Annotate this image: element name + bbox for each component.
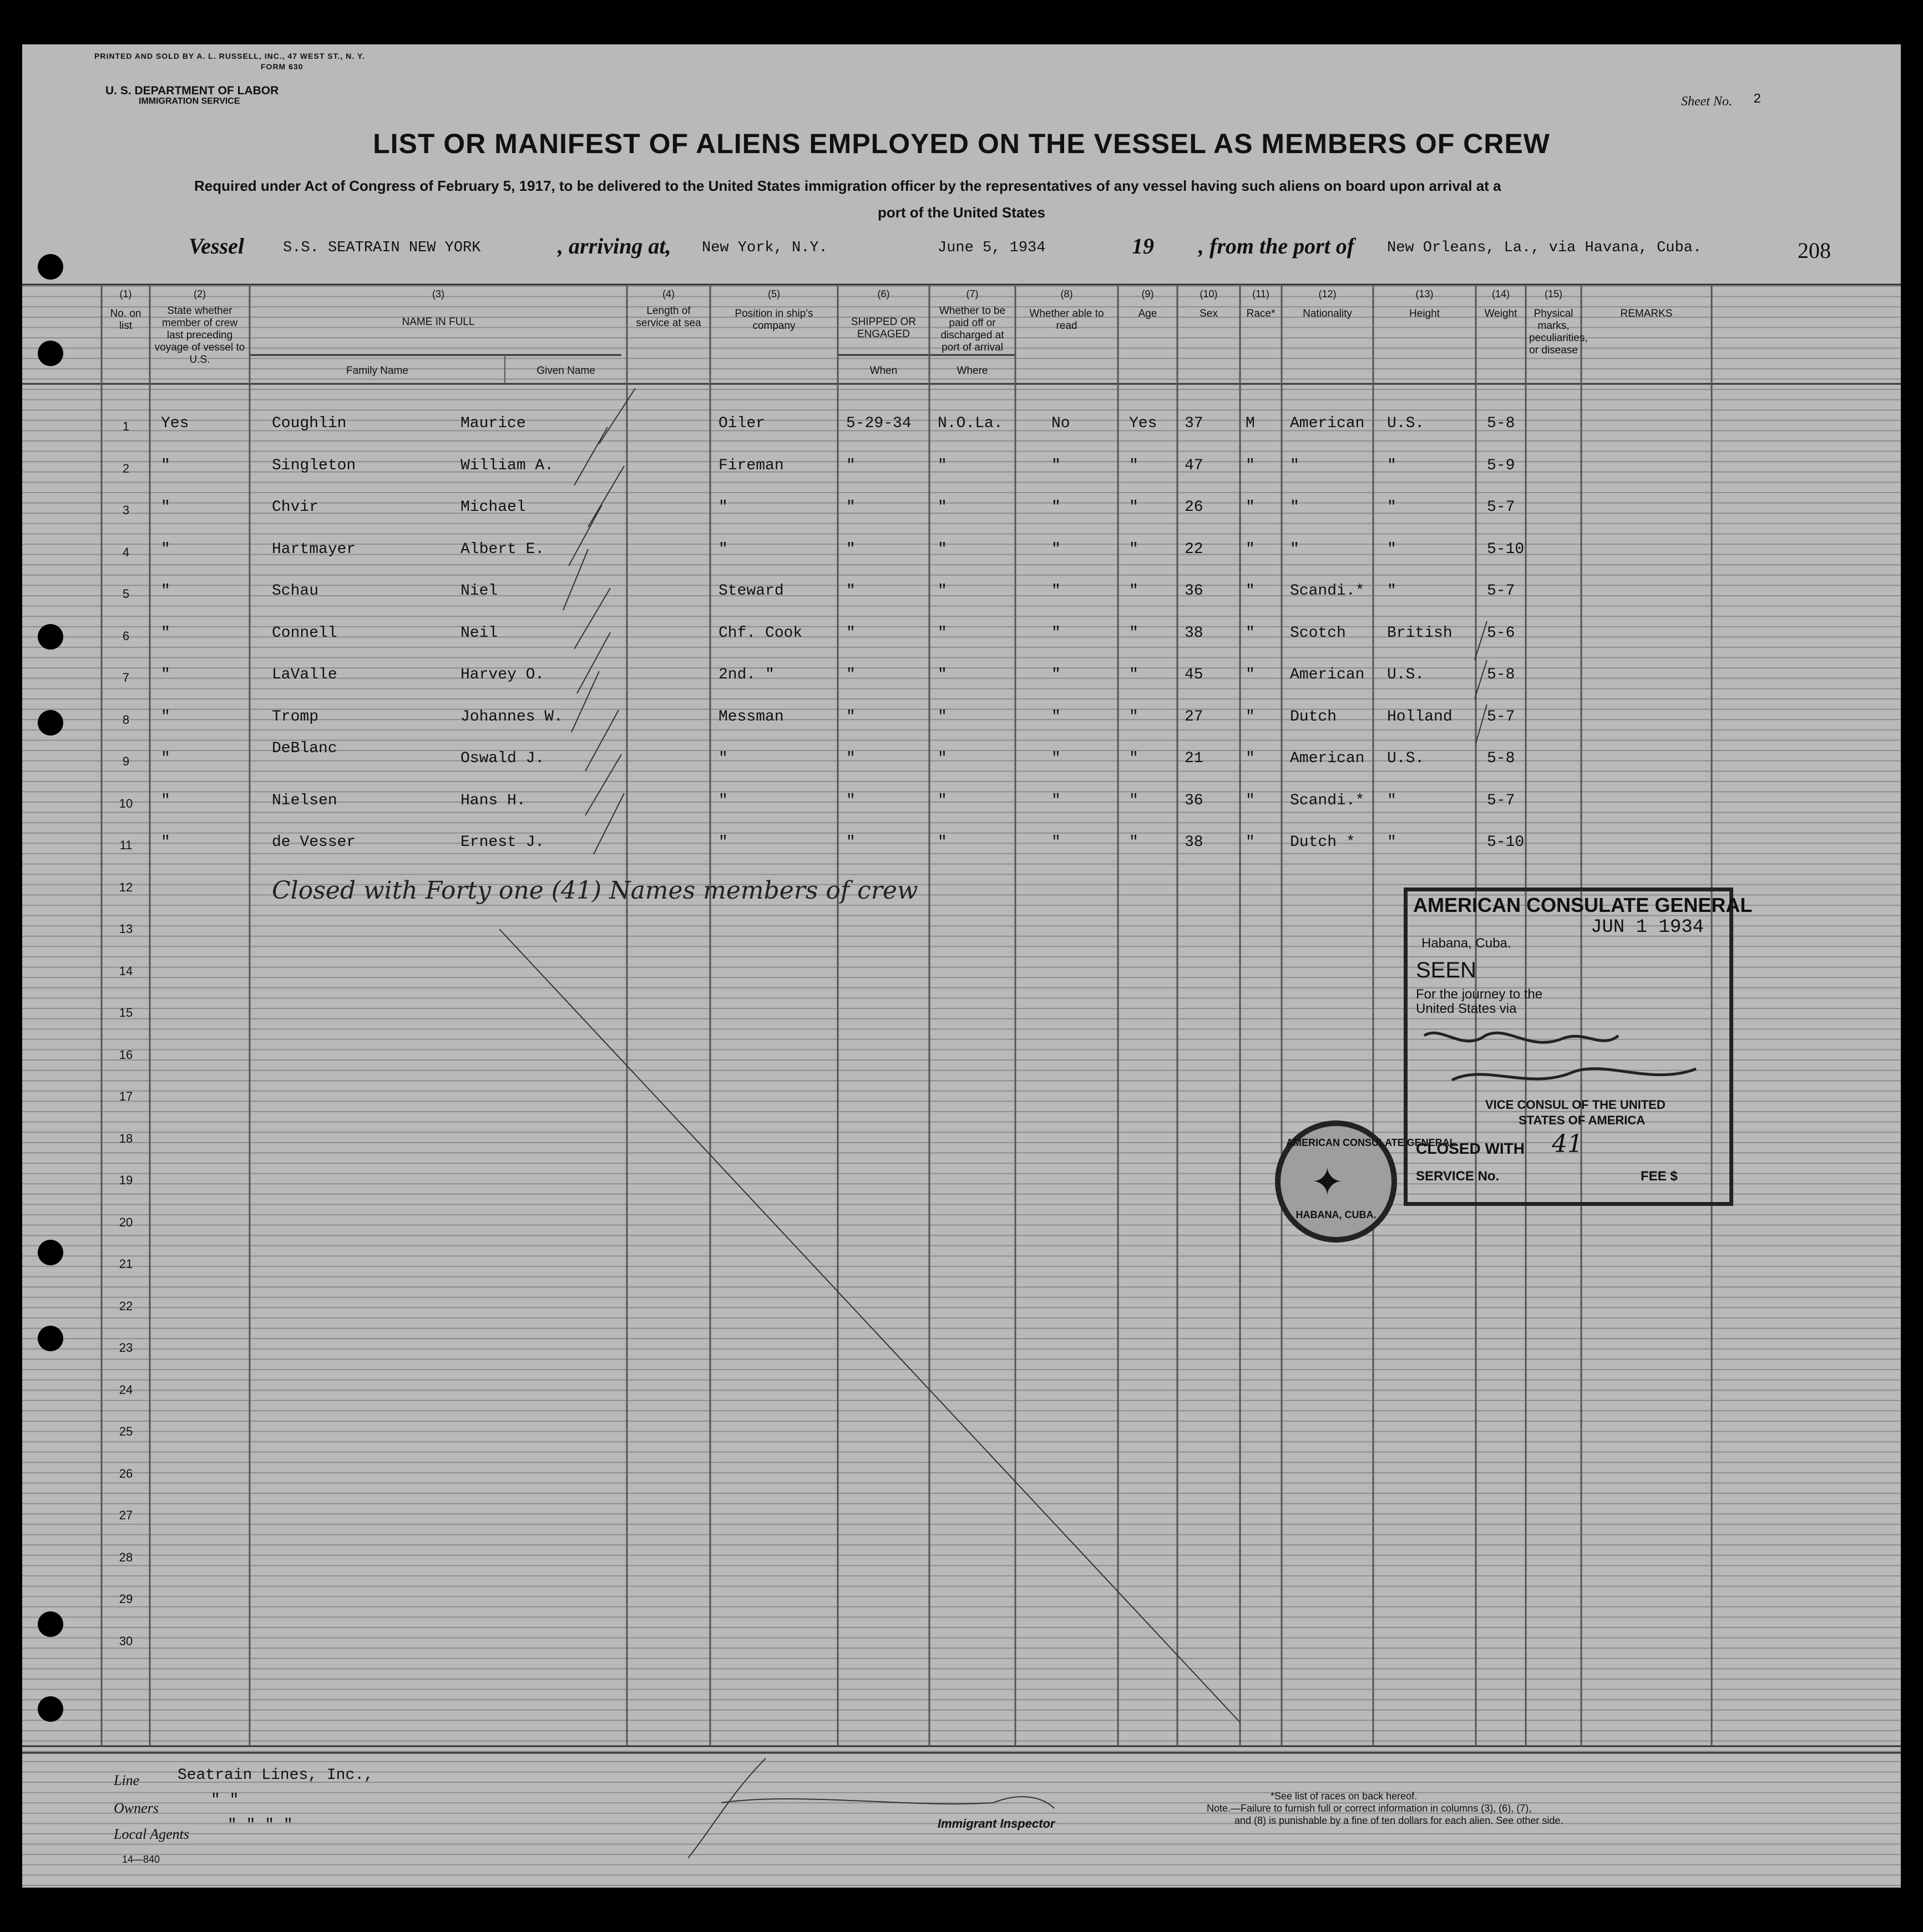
binder-hole bbox=[38, 624, 63, 650]
prev-voyage-cell: " bbox=[161, 666, 170, 683]
family-name-cell: Nielsen bbox=[272, 792, 337, 809]
row-number: 17 bbox=[119, 1089, 133, 1103]
stamp-vice-consul-2: STATES OF AMERICA bbox=[1519, 1113, 1646, 1127]
race-cell: American bbox=[1290, 415, 1365, 432]
year-label: 19 bbox=[1132, 234, 1154, 258]
height-cell: 5-6 bbox=[1487, 624, 1515, 642]
row-number: 26 bbox=[119, 1466, 133, 1480]
position-cell: " bbox=[718, 792, 728, 809]
age-cell: 27 bbox=[1185, 708, 1203, 726]
column-label: Whether to be paid off or discharged at port of arrival bbox=[939, 305, 1006, 353]
shipped-where-cell: " bbox=[938, 708, 947, 726]
able-to-read-cell: " bbox=[1129, 834, 1138, 851]
sex-cell: " bbox=[1246, 792, 1255, 809]
prev-voyage-cell: " bbox=[161, 582, 170, 600]
height-cell: 5-8 bbox=[1487, 666, 1515, 683]
column-label: Age bbox=[1138, 308, 1157, 320]
paid-off-cell: " bbox=[1051, 457, 1061, 474]
given-name-cell: Johannes W. bbox=[460, 708, 563, 726]
line-value: Seatrain Lines, Inc., bbox=[178, 1767, 373, 1784]
row-number: 21 bbox=[119, 1257, 133, 1271]
document-title: LIST OR MANIFEST OF ALIENS EMPLOYED ON THE VESSEL AS MEMBERS OF CREW bbox=[373, 128, 1550, 159]
age-cell: 36 bbox=[1185, 582, 1203, 600]
race-cell: Scotch bbox=[1290, 624, 1346, 642]
prev-voyage-cell: " bbox=[161, 834, 170, 851]
nationality-cell: U.S. bbox=[1387, 666, 1425, 683]
stamp-vice-consul-1: VICE CONSUL OF THE UNITED bbox=[1485, 1098, 1666, 1112]
prev-voyage-cell: " bbox=[161, 792, 170, 809]
shipped-when-cell: " bbox=[846, 582, 856, 600]
family-name-cell: Connell bbox=[272, 624, 337, 642]
row-number: 8 bbox=[122, 712, 130, 727]
row-number: 25 bbox=[119, 1424, 133, 1438]
shipped-when-cell: " bbox=[846, 708, 856, 726]
row-number: 23 bbox=[119, 1341, 133, 1355]
age-cell: 21 bbox=[1185, 750, 1203, 767]
handwritten-closing-note: Closed with Forty one (41) Names members of crew bbox=[272, 876, 918, 905]
sex-cell: " bbox=[1246, 666, 1255, 683]
row-number: 13 bbox=[119, 922, 133, 936]
race-cell: " bbox=[1290, 457, 1299, 474]
shipped-where-cell: " bbox=[938, 582, 947, 600]
shipped-when-cell: " bbox=[846, 792, 856, 809]
consul-signature bbox=[1419, 1019, 1707, 1102]
printer-imprint: PRINTED AND SOLD BY A. L. RUSSELL, INC., 47 WEST ST., N. Y. FORM 630 bbox=[94, 52, 365, 71]
stamp-journey-2: United States via bbox=[1416, 1001, 1517, 1016]
age-cell: 26 bbox=[1185, 499, 1203, 516]
row-number: 5 bbox=[122, 587, 130, 601]
stamped-number: 208 bbox=[1798, 238, 1831, 263]
column-sublabel: Where bbox=[957, 365, 988, 377]
paid-off-cell: " bbox=[1051, 750, 1061, 767]
vessel-name: S.S. SEATRAIN NEW YORK bbox=[283, 240, 481, 256]
stamp-service-no: SERVICE No. bbox=[1416, 1169, 1500, 1184]
nationality-cell: British bbox=[1387, 624, 1453, 642]
column-number: (14) bbox=[1491, 288, 1510, 300]
shipped-where-cell: N.O.La. bbox=[938, 415, 1003, 432]
shipped-when-cell: " bbox=[846, 499, 856, 516]
binder-hole bbox=[38, 710, 63, 736]
prev-voyage-cell: " bbox=[161, 499, 170, 516]
position-cell: Oiler bbox=[718, 415, 766, 432]
paid-off-cell: " bbox=[1051, 708, 1061, 726]
position-cell: Chf. Cook bbox=[718, 624, 803, 642]
manifest-page bbox=[22, 44, 1901, 1888]
column-label: SHIPPED OR ENGAGED bbox=[851, 316, 917, 340]
given-name-cell: Albert E. bbox=[460, 540, 545, 558]
binder-hole bbox=[38, 1240, 63, 1265]
binder-hole bbox=[38, 1326, 63, 1351]
row-number: 1 bbox=[122, 419, 130, 433]
stamp-closed-with: CLOSED WITH bbox=[1416, 1140, 1525, 1157]
column-label: Physical marks, peculiarities, or disease bbox=[1529, 308, 1588, 356]
row-number: 28 bbox=[119, 1550, 133, 1564]
race-cell: American bbox=[1290, 666, 1365, 683]
column-number: (10) bbox=[1200, 288, 1218, 300]
nationality-cell: Holland bbox=[1387, 708, 1453, 726]
column-number: (5) bbox=[768, 288, 780, 300]
age-cell: 37 bbox=[1185, 415, 1203, 432]
row-number: 6 bbox=[122, 628, 130, 643]
penalty-note-1: Note.—Failure to furnish full or correct information in columns (3), (6), (7), bbox=[1207, 1803, 1532, 1814]
sex-cell: " bbox=[1246, 750, 1255, 767]
race-cell: Dutch bbox=[1290, 708, 1337, 726]
row-number: 15 bbox=[119, 1006, 133, 1020]
owners-value: " " bbox=[211, 1792, 239, 1809]
race-cell: Scandi.* bbox=[1290, 792, 1365, 809]
paid-off-cell: " bbox=[1051, 540, 1061, 558]
nationality-cell: U.S. bbox=[1387, 750, 1425, 767]
column-number: (3) bbox=[432, 288, 444, 300]
shipped-where-cell: " bbox=[938, 666, 947, 683]
shipped-where-cell: " bbox=[938, 457, 947, 474]
shipped-when-cell: 5-29-34 bbox=[846, 415, 912, 432]
race-cell: " bbox=[1290, 499, 1299, 516]
nationality-cell: U.S. bbox=[1387, 415, 1425, 432]
age-cell: 22 bbox=[1185, 540, 1203, 558]
arrival-date: June 5, 1934 bbox=[938, 240, 1046, 256]
able-to-read-cell: Yes bbox=[1129, 415, 1157, 432]
penalty-note-2: and (8) is punishable by a fine of ten dollars for each alien. See other side. bbox=[1234, 1815, 1563, 1826]
position-cell: Steward bbox=[718, 582, 784, 600]
service-label: IMMIGRATION SERVICE bbox=[139, 97, 240, 106]
row-number: 20 bbox=[119, 1215, 133, 1229]
row-number: 18 bbox=[119, 1131, 133, 1145]
prev-voyage-cell: " bbox=[161, 540, 170, 558]
able-to-read-cell: " bbox=[1129, 499, 1138, 516]
column-label: Height bbox=[1409, 308, 1440, 320]
able-to-read-cell: " bbox=[1129, 540, 1138, 558]
given-name-cell: Niel bbox=[460, 582, 498, 600]
shipped-where-cell: " bbox=[938, 750, 947, 767]
height-cell: 5-8 bbox=[1487, 750, 1515, 767]
shipped-when-cell: " bbox=[846, 834, 856, 851]
consulate-stamp bbox=[1404, 888, 1753, 1206]
shipped-when-cell: " bbox=[846, 540, 856, 558]
given-name-cell: Harvey O. bbox=[460, 666, 545, 683]
height-cell: 5-9 bbox=[1487, 457, 1515, 474]
sheet-number: 2 bbox=[1753, 92, 1762, 107]
column-number: (11) bbox=[1252, 288, 1269, 300]
arriving-port: New York, N.Y. bbox=[702, 240, 828, 256]
sex-cell: " bbox=[1246, 624, 1255, 642]
paid-off-cell: " bbox=[1051, 624, 1061, 642]
position-cell: Fireman bbox=[718, 457, 784, 474]
shipped-where-cell: " bbox=[938, 834, 947, 851]
family-name-cell: DeBlanc bbox=[272, 740, 337, 757]
row-number: 12 bbox=[119, 880, 133, 894]
position-cell: 2nd. " bbox=[718, 666, 775, 683]
position-cell: " bbox=[718, 499, 728, 516]
column-number: (1) bbox=[119, 288, 132, 300]
position-cell: Messman bbox=[718, 708, 784, 726]
paid-off-cell: " bbox=[1051, 834, 1061, 851]
shipped-where-cell: " bbox=[938, 499, 947, 516]
column-number: (6) bbox=[877, 288, 890, 300]
local-agents-value: " " " " bbox=[227, 1817, 293, 1834]
family-name-cell: Chvir bbox=[272, 499, 319, 516]
column-label: Weight bbox=[1484, 308, 1517, 320]
row-number: 19 bbox=[119, 1173, 133, 1187]
sex-cell: " bbox=[1246, 834, 1255, 851]
column-number: (7) bbox=[966, 288, 979, 300]
arriving-label: , arriving at, bbox=[558, 234, 671, 258]
row-number: 11 bbox=[119, 838, 133, 852]
paid-off-cell: " bbox=[1051, 499, 1061, 516]
able-to-read-cell: " bbox=[1129, 792, 1138, 809]
column-label: Whether able to read bbox=[1029, 308, 1104, 332]
consulate-seal bbox=[1275, 1120, 1456, 1243]
vessel-label: Vessel bbox=[189, 234, 244, 258]
race-cell: American bbox=[1290, 750, 1365, 767]
nationality-cell: " bbox=[1387, 499, 1396, 516]
row-number: 16 bbox=[119, 1047, 133, 1062]
family-name-cell: de Vesser bbox=[272, 834, 356, 851]
stamp-closed-value: 41 bbox=[1552, 1130, 1583, 1158]
sex-cell: " bbox=[1246, 457, 1255, 474]
family-name-cell: Hartmayer bbox=[272, 540, 356, 558]
row-number: 14 bbox=[119, 964, 133, 978]
age-cell: 45 bbox=[1185, 666, 1203, 683]
column-number: (2) bbox=[194, 288, 206, 300]
height-cell: 5-10 bbox=[1487, 834, 1525, 851]
position-cell: " bbox=[718, 834, 728, 851]
given-name-cell: Neil bbox=[460, 624, 498, 642]
nationality-cell: " bbox=[1387, 582, 1396, 600]
sex-cell: " bbox=[1246, 708, 1255, 726]
able-to-read-cell: " bbox=[1129, 457, 1138, 474]
row-number: 7 bbox=[122, 671, 130, 684]
inspector-label: Immigrant Inspector bbox=[938, 1817, 1055, 1830]
shipped-when-cell: " bbox=[846, 624, 856, 642]
prev-voyage-cell: " bbox=[161, 708, 170, 726]
race-cell: " bbox=[1290, 540, 1299, 558]
paid-off-cell: " bbox=[1051, 666, 1061, 683]
age-cell: 38 bbox=[1185, 624, 1203, 642]
nationality-cell: " bbox=[1387, 540, 1396, 558]
column-label: Length of service at sea bbox=[636, 305, 701, 329]
sex-cell: " bbox=[1246, 582, 1255, 600]
stamp-seen: SEEN bbox=[1416, 958, 1476, 982]
stamp-fee: FEE $ bbox=[1641, 1169, 1678, 1184]
family-name-cell: Coughlin bbox=[272, 415, 347, 432]
row-number: 10 bbox=[119, 796, 133, 810]
height-cell: 5-10 bbox=[1487, 540, 1525, 558]
height-cell: 5-7 bbox=[1487, 708, 1515, 726]
sex-cell: " bbox=[1246, 499, 1255, 516]
line-label: Line bbox=[114, 1772, 140, 1788]
able-to-read-cell: " bbox=[1129, 708, 1138, 726]
column-number: (8) bbox=[1060, 288, 1073, 300]
column-label: Sex bbox=[1200, 308, 1218, 320]
nationality-cell: " bbox=[1387, 457, 1396, 474]
given-name-cell: Michael bbox=[460, 499, 526, 516]
shipped-where-cell: " bbox=[938, 792, 947, 809]
nationality-cell: " bbox=[1387, 792, 1396, 809]
document-subtitle: Required under Act of Congress of February 5, 1917, to be delivered to the United States immigration officer by the representatives of any vessel having such aliens on board upon arrival at a bbox=[194, 178, 1501, 194]
given-name-cell: Hans H. bbox=[460, 792, 526, 809]
position-cell: " bbox=[718, 540, 728, 558]
height-cell: 5-7 bbox=[1487, 499, 1515, 516]
able-to-read-cell: " bbox=[1129, 582, 1138, 600]
column-sublabel: Family Name bbox=[346, 365, 408, 377]
prev-voyage-cell: " bbox=[161, 457, 170, 474]
sex-cell: M bbox=[1246, 415, 1255, 432]
row-number: 27 bbox=[119, 1508, 133, 1522]
able-to-read-cell: " bbox=[1129, 666, 1138, 683]
document-subtitle-2: port of the United States bbox=[878, 204, 1045, 221]
family-name-cell: Singleton bbox=[272, 457, 356, 474]
shipped-when-cell: " bbox=[846, 750, 856, 767]
age-cell: 36 bbox=[1185, 792, 1203, 809]
paid-off-cell: " bbox=[1051, 792, 1061, 809]
seal-text-bottom: HABANA, CUBA. bbox=[1296, 1209, 1377, 1220]
binder-hole bbox=[38, 254, 63, 280]
sheet-label: Sheet No. bbox=[1681, 94, 1732, 109]
column-number: (9) bbox=[1141, 288, 1154, 300]
column-number: (12) bbox=[1318, 288, 1337, 300]
given-name-cell: Oswald J. bbox=[460, 750, 545, 767]
able-to-read-cell: " bbox=[1129, 750, 1138, 767]
from-port-label: , from the port of bbox=[1198, 234, 1355, 258]
binder-hole bbox=[38, 1611, 63, 1637]
row-number: 29 bbox=[119, 1592, 133, 1606]
prev-voyage-cell: " bbox=[161, 624, 170, 642]
form-number: 14—840 bbox=[122, 1854, 160, 1865]
family-name-cell: Schau bbox=[272, 582, 319, 600]
row-number: 24 bbox=[119, 1382, 133, 1397]
column-sublabel: Given Name bbox=[537, 365, 595, 377]
column-number: (13) bbox=[1415, 288, 1434, 300]
from-port: New Orleans, La., via Havana, Cuba. bbox=[1387, 240, 1702, 256]
sex-cell: " bbox=[1246, 540, 1255, 558]
stamp-date: JUN 1 1934 bbox=[1591, 917, 1704, 938]
column-sublabel: When bbox=[869, 365, 898, 377]
column-label: Position in ship's company bbox=[735, 308, 813, 332]
given-name-cell: William A. bbox=[460, 457, 554, 474]
column-number: (4) bbox=[662, 288, 675, 300]
nationality-cell: " bbox=[1387, 834, 1396, 851]
stamp-title: AMERICAN CONSULATE GENERAL bbox=[1413, 894, 1753, 916]
position-cell: " bbox=[718, 750, 728, 767]
shipped-when-cell: " bbox=[846, 666, 856, 683]
prev-voyage-cell: Yes bbox=[161, 415, 189, 432]
column-label: No. on list bbox=[110, 308, 141, 332]
shipped-when-cell: " bbox=[846, 457, 856, 474]
given-name-cell: Ernest J. bbox=[460, 834, 545, 851]
column-label: State whether member of crew last preceding voyage of vessel to U.S. bbox=[154, 305, 245, 366]
stamp-place: Habana, Cuba. bbox=[1421, 936, 1511, 951]
row-number: 2 bbox=[122, 461, 130, 475]
family-name-cell: Tromp bbox=[272, 708, 319, 726]
given-name-cell: Maurice bbox=[460, 415, 526, 432]
row-number: 9 bbox=[122, 754, 130, 768]
paid-off-cell: No bbox=[1051, 415, 1070, 432]
races-note: *See list of races on back hereof. bbox=[1271, 1791, 1418, 1802]
race-cell: Dutch * bbox=[1290, 834, 1355, 851]
shipped-where-cell: " bbox=[938, 624, 947, 642]
prev-voyage-cell: " bbox=[161, 750, 170, 767]
local-agents-label: Local Agents bbox=[114, 1826, 190, 1842]
paid-off-cell: " bbox=[1051, 582, 1061, 600]
stamp-journey-1: For the journey to the bbox=[1416, 987, 1543, 1002]
column-label: Race* bbox=[1246, 308, 1276, 320]
row-number: 30 bbox=[119, 1634, 133, 1648]
owners-label: Owners bbox=[114, 1800, 159, 1816]
height-cell: 5-7 bbox=[1487, 582, 1515, 600]
eagle-icon: ✦ bbox=[1311, 1160, 1344, 1204]
shipped-where-cell: " bbox=[938, 540, 947, 558]
binder-hole bbox=[38, 1696, 63, 1722]
height-cell: 5-8 bbox=[1487, 415, 1515, 432]
department-label: U. S. DEPARTMENT OF LABOR bbox=[105, 84, 279, 97]
binder-hole bbox=[38, 341, 63, 366]
column-label: Nationality bbox=[1303, 308, 1352, 320]
column-label: REMARKS bbox=[1620, 308, 1673, 320]
age-cell: 47 bbox=[1185, 457, 1203, 474]
race-cell: Scandi.* bbox=[1290, 582, 1365, 600]
seal-text-top: AMERICAN CONSULATE GENERAL bbox=[1286, 1137, 1456, 1148]
able-to-read-cell: " bbox=[1129, 624, 1138, 642]
age-cell: 38 bbox=[1185, 834, 1203, 851]
height-cell: 5-7 bbox=[1487, 792, 1515, 809]
family-name-cell: LaValle bbox=[272, 666, 337, 683]
row-number: 22 bbox=[119, 1299, 133, 1313]
column-label: NAME IN FULL bbox=[402, 316, 475, 328]
row-number: 3 bbox=[122, 503, 130, 517]
column-number: (15) bbox=[1544, 288, 1562, 300]
row-number: 4 bbox=[122, 545, 130, 559]
